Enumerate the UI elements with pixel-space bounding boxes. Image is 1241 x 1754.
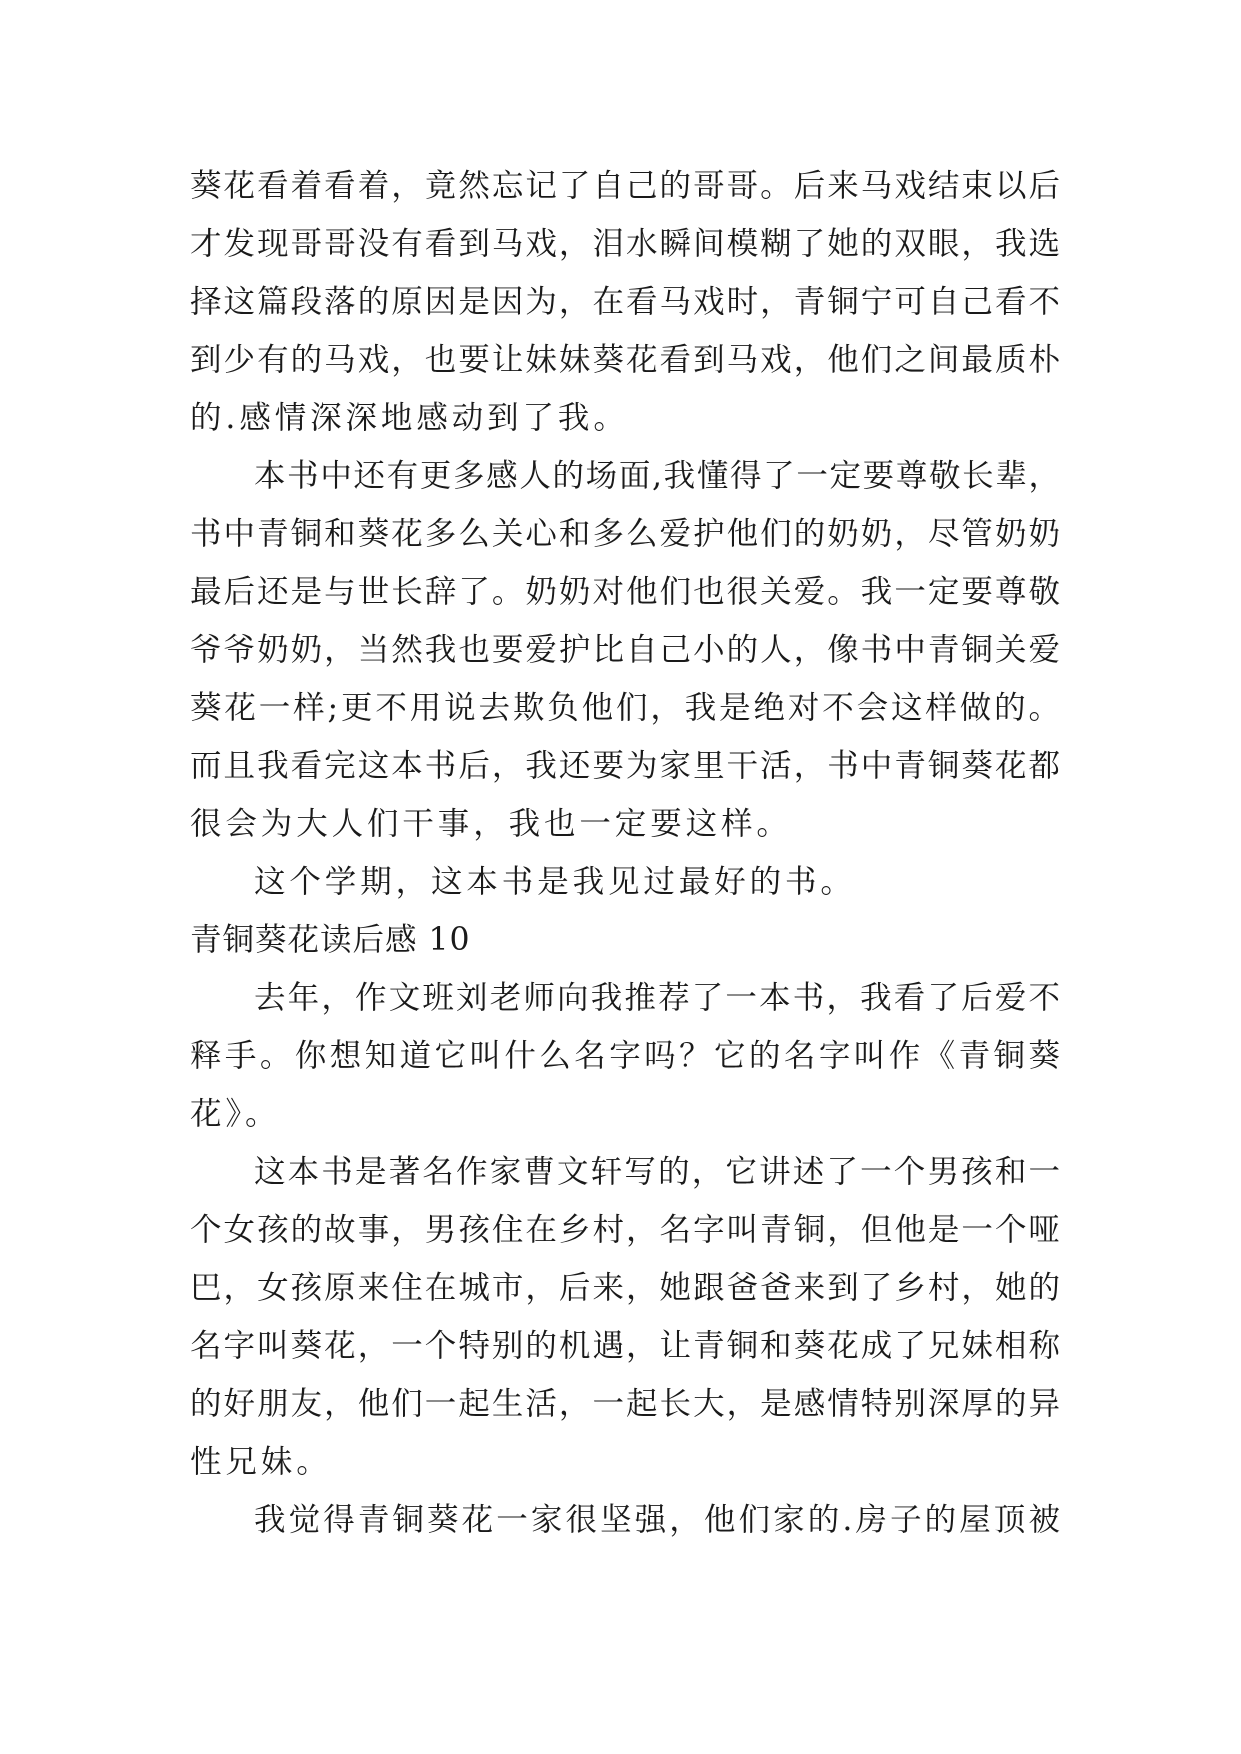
text-line: 很会为大人们干事，我也一定要这样。 — [190, 806, 792, 842]
text-line: 而且我看完这本书后，我还要为家里干活，书中青铜葵花都 — [190, 748, 1060, 784]
section-heading: 青铜葵花读后感 10 — [190, 922, 471, 958]
text-line: 巴，女孩原来住在城市，后来，她跟爸爸来到了乡村，她的 — [190, 1270, 1060, 1306]
paragraph-first-line: 去年，作文班刘老师向我推荐了一本书，我看了后爱不 — [254, 980, 1060, 1016]
text-line: 择这篇段落的原因是因为，在看马戏时，青铜宁可自己看不 — [190, 284, 1060, 320]
text-line: 个女孩的故事，男孩住在乡村，名字叫青铜，但他是一个哑 — [190, 1212, 1060, 1248]
paragraph-first-line: 我觉得青铜葵花一家很坚强，他们家的.房子的屋顶被 — [254, 1502, 1060, 1538]
text-line: 性兄妹。 — [190, 1444, 332, 1480]
text-line: 才发现哥哥没有看到马戏，泪水瞬间模糊了她的双眼，我选 — [190, 226, 1060, 262]
text-line: 释手。你想知道它叫什么名字吗？它的名字叫作《青铜葵 — [190, 1038, 1060, 1074]
paragraph-first-line: 这本书是著名作家曹文轩写的，它讲述了一个男孩和一 — [254, 1154, 1060, 1190]
text-line: 名字叫葵花，一个特别的机遇，让青铜和葵花成了兄妹相称 — [190, 1328, 1060, 1364]
text-line: 爷爷奶奶，当然我也要爱护比自己小的人，像书中青铜关爱 — [190, 632, 1060, 668]
paragraph-first-line: 本书中还有更多感人的场面,我懂得了一定要尊敬长辈， — [254, 458, 1060, 494]
text-line: 的好朋友，他们一起生活，一起长大，是感情特别深厚的异 — [190, 1386, 1060, 1422]
text-line: 最后还是与世长辞了。奶奶对他们也很关爱。我一定要尊敬 — [190, 574, 1060, 610]
text-line: 葵花看着看着，竟然忘记了自己的哥哥。后来马戏结束以后 — [190, 168, 1060, 204]
text-line: 花》。 — [190, 1096, 281, 1132]
text-line: 到少有的马戏，也要让妹妹葵花看到马戏，他们之间最质朴 — [190, 342, 1060, 378]
paragraph-first-line: 这个学期，这本书是我见过最好的书。 — [254, 864, 856, 900]
text-line: 书中青铜和葵花多么关心和多么爱护他们的奶奶，尽管奶奶 — [190, 516, 1060, 552]
text-line: 葵花一样;更不用说去欺负他们，我是绝对不会这样做的。 — [190, 690, 1060, 726]
text-line: 的.感情深深地感动到了我。 — [190, 400, 629, 436]
